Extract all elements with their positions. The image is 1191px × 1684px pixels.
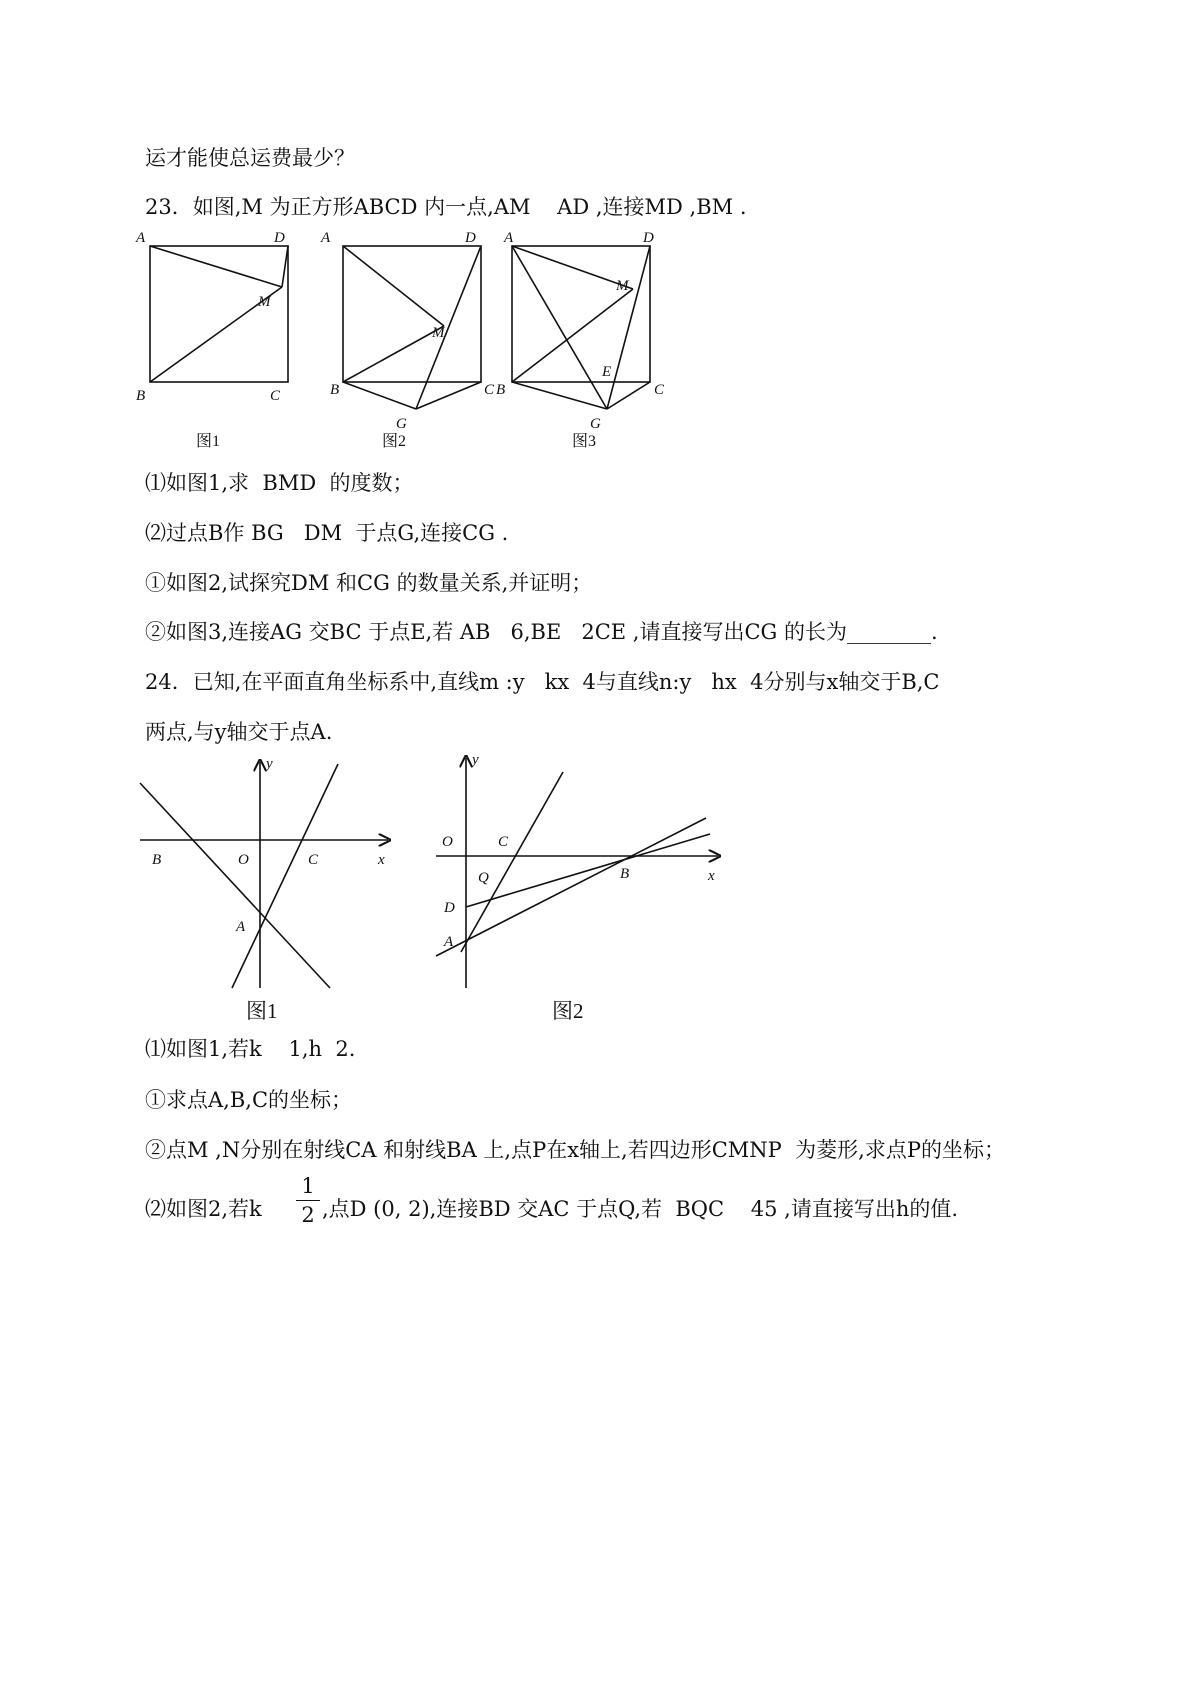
label-d-fig3: D: [643, 230, 654, 246]
text-line-8: 两点,与y轴交于点A.: [145, 720, 333, 744]
caption-fig2: 图2: [382, 433, 407, 450]
label-a-fig1: A: [136, 230, 146, 246]
segment-am-fig2: [343, 246, 444, 326]
segment-am-fig1: [150, 246, 282, 287]
square-figures: [136, 230, 720, 457]
label-e-fig3: E: [602, 364, 612, 380]
square-fig1: [150, 246, 288, 382]
text-line-9: ⑴如图1,若k 1,h 2.: [145, 1037, 356, 1061]
label-m-fig1: M: [258, 294, 271, 310]
segment-md-fig1: [282, 246, 288, 287]
label-x-fig2: x: [708, 868, 715, 884]
label-g-fig2: G: [396, 416, 407, 432]
coordinate-figures: [140, 750, 740, 1025]
caption-coord-fig1: 图1: [246, 999, 278, 1023]
label-b-fig1: B: [136, 388, 146, 404]
line-n-fig1: [232, 764, 338, 988]
label-a-fig1: A: [236, 919, 246, 935]
label-c-fig2: C: [498, 834, 509, 850]
segment-bm-fig2: [343, 326, 444, 382]
label-c-fig3: C: [654, 382, 665, 398]
label-d-fig2: D: [465, 230, 476, 246]
label-o-fig1: O: [238, 852, 249, 868]
label-m-fig2: M: [432, 325, 445, 341]
line-m-fig1: [140, 783, 330, 988]
segment-dg-fig3: [607, 246, 650, 409]
text-line-11: ②点M ,N分别在射线CA 和射线BA 上,点P在x轴上,若四边形CMNP 为菱形,求点P的坐标；: [145, 1138, 1005, 1162]
text-line-3: ⑴如图1,求 BMD 的度数；: [145, 471, 414, 495]
text-line-12a: ⑵如图2,若k: [145, 1197, 262, 1221]
label-b-fig2: B: [330, 382, 340, 398]
text-line-12b: ,点D (0, 2),连接BD 交AC 于点Q,若 BQC 45 ,请直接写出h的值.: [322, 1197, 959, 1221]
label-c-fig2: C: [484, 382, 495, 398]
label-c-fig1: C: [308, 852, 319, 868]
label-d-fig1: D: [274, 230, 285, 246]
fraction-numerator: 1: [301, 1174, 315, 1198]
caption-fig3: 图3: [572, 433, 597, 450]
label-b-fig2: B: [620, 866, 630, 882]
fraction-bar: [296, 1200, 320, 1201]
label-g-fig3: G: [590, 416, 601, 432]
label-q-fig2: Q: [478, 870, 489, 886]
line-n-fig2: [461, 772, 563, 952]
label-y-fig2: y: [472, 752, 479, 768]
label-c-fig1: C: [270, 388, 281, 404]
problem-23-title: 23．如图,M 为正方形ABCD 内一点,AM AD ,连接MD ,BM .: [145, 195, 747, 219]
text-line-6: ②如图3,连接AG 交BC 于点E,若 AB 6,BE 2CE ,请直接写出CG 的长为________.: [145, 620, 938, 644]
fraction-denominator: 2: [301, 1203, 315, 1227]
caption-coord-fig2: 图2: [552, 999, 584, 1023]
label-b-fig1: B: [152, 852, 162, 868]
label-a-fig2: A: [444, 934, 454, 950]
segment-am-fig3: [512, 246, 633, 289]
text-line-5: ①如图2,试探究DM 和CG 的数量关系,并证明；: [145, 571, 593, 595]
fraction-one-half: [296, 1174, 320, 1227]
segment-ag-fig3: [512, 246, 607, 409]
text-line-1: 运才能使总运费最少？: [145, 146, 355, 170]
label-a-fig2: A: [321, 230, 331, 246]
segment-bg-fig2: [343, 382, 416, 409]
label-y-fig1: y: [266, 756, 273, 772]
problem-24-title: 24．已知,在平面直角坐标系中,直线m :y kx 4与直线n:y hx 4分别与x轴交于B,C: [145, 670, 940, 694]
square-fig3: [512, 246, 650, 382]
label-a-fig3: A: [504, 230, 514, 246]
segment-bm-fig3: [512, 289, 633, 382]
square-fig2: [343, 246, 481, 382]
label-x-fig1: x: [378, 852, 385, 868]
label-d-fig2: D: [444, 900, 455, 916]
segment-dg-fig2: [416, 246, 481, 409]
text-line-10: ①求点A,B,C的坐标；: [145, 1088, 353, 1112]
caption-fig1: 图1: [196, 433, 221, 450]
line-m-fig2: [436, 818, 706, 956]
text-line-4: ⑵过点B作 BG DM 于点G,连接CG .: [145, 521, 509, 545]
label-m-fig3: M: [616, 278, 629, 294]
label-o-fig2: O: [442, 834, 453, 850]
label-b-fig3: B: [496, 382, 506, 398]
